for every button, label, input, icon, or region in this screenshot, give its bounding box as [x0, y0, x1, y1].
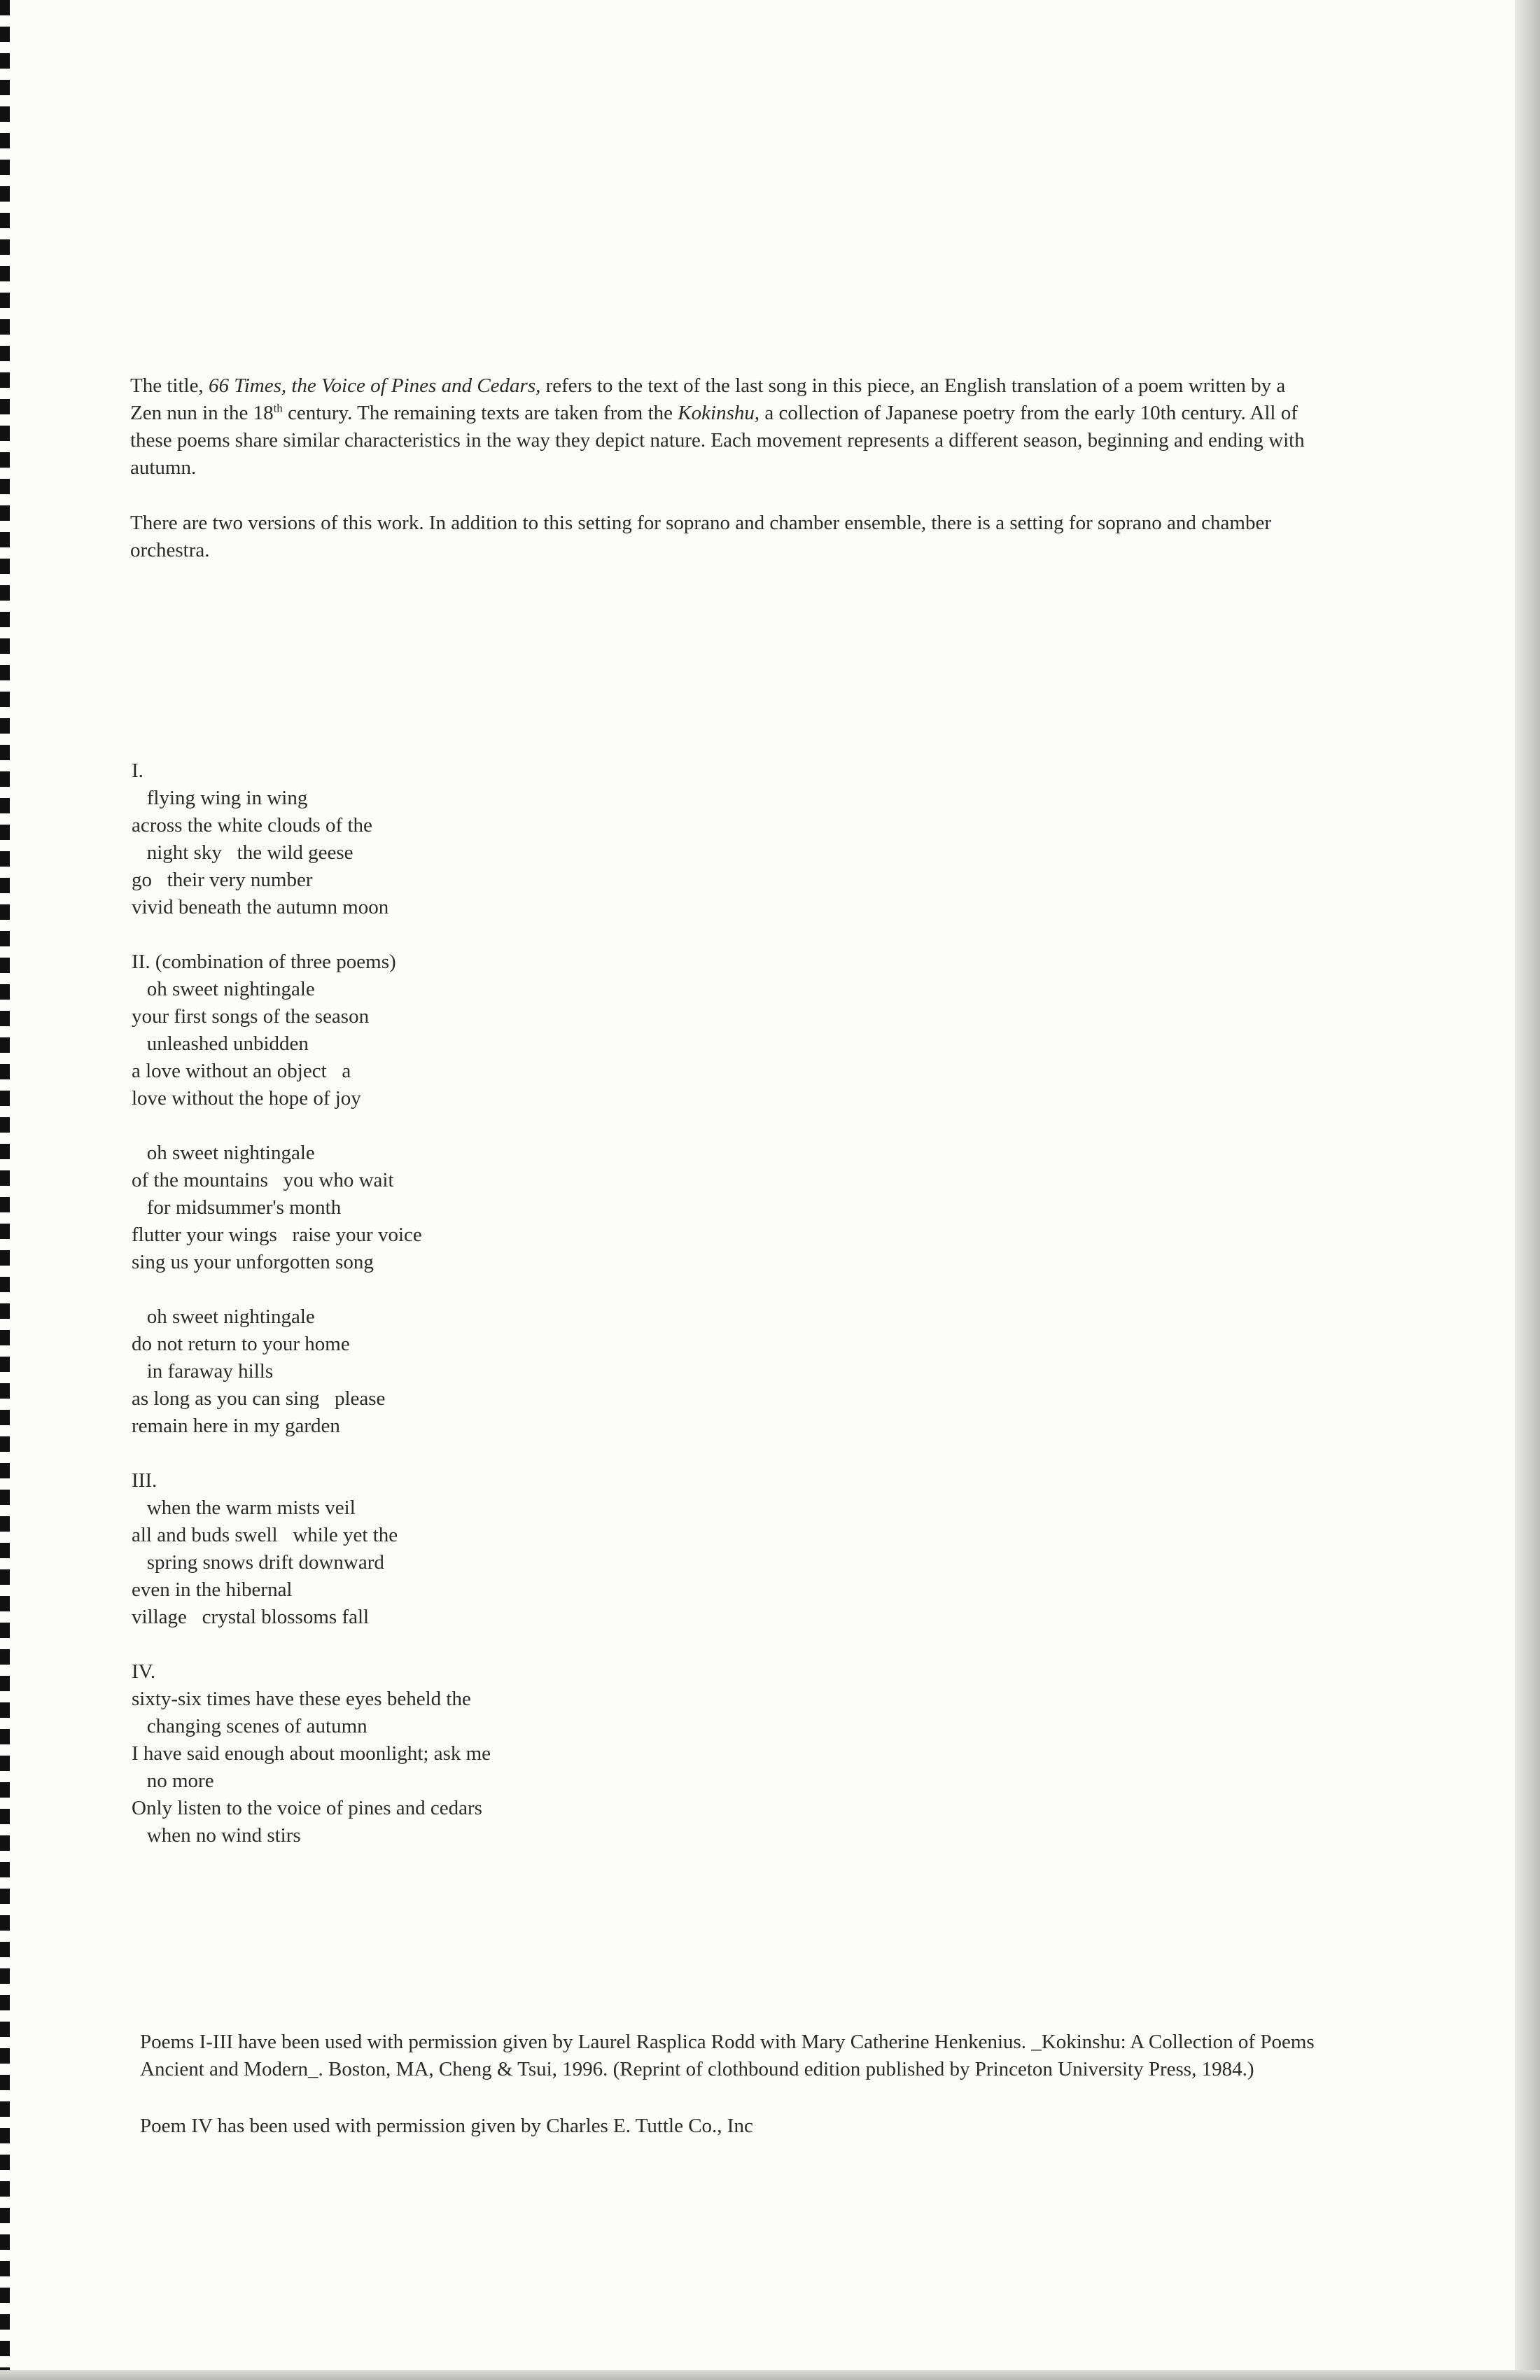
page-edge-shadow [1515, 0, 1540, 2380]
poem-line: remain here in my garden [132, 1415, 340, 1437]
poem-line: night sky the wild geese [132, 841, 354, 864]
permissions-credits [140, 2029, 1323, 2169]
poem-line: spring snows drift downward [132, 1551, 384, 1574]
program-note [130, 372, 1320, 592]
poem-line: when the warm mists veil [132, 1497, 356, 1519]
poem-line [132, 1276, 762, 1303]
program-note-paragraph-2: There are two versions of this work. In addition to this setting for soprano and chamber ensemble, there is a setting for soprano and chamber orchestra. [130, 512, 1271, 561]
poem-line: go their very number [132, 869, 313, 891]
poem-line: when no wind stirs [132, 1824, 301, 1847]
poem-line: oh sweet nightingale [132, 978, 315, 1000]
note-text: century. The remaining texts are taken from the [282, 402, 678, 424]
poem-line: all and buds swell while yet the [132, 1524, 398, 1546]
poem-line: village crystal blossoms fall [132, 1606, 370, 1628]
page-bottom-edge [0, 2370, 1540, 2380]
program-note-paragraph-1 [130, 372, 1320, 482]
poem-line: unleashed unbidden [132, 1032, 309, 1055]
poem-line: of the mountains you who wait [132, 1169, 394, 1191]
poem-3 [132, 1467, 762, 1631]
poem-2 [132, 948, 762, 1440]
poem-line: vivid beneath the autumn moon [132, 896, 389, 918]
poem-line [132, 1112, 762, 1140]
poem-line: a love without an object a [132, 1060, 351, 1082]
note-text: refers to the text of the last song in this piece, an English translation of a poem written by a Zen nun in the 18 [130, 374, 1286, 424]
poem-line: I. [132, 760, 144, 782]
poem-line: II. (combination of three poems) [132, 951, 396, 973]
poem-4 [132, 1658, 762, 1849]
poem-line: sixty-six times have these eyes beheld the [132, 1688, 471, 1710]
poem-line: as long as you can sing please [132, 1387, 386, 1410]
poem-line: flutter your wings raise your voice [132, 1224, 422, 1246]
ordinal-suffix: th [273, 401, 283, 415]
poem-line: changing scenes of autumn [132, 1715, 368, 1737]
work-title: 66 Times, the Voice of Pines and Cedars, [208, 374, 541, 397]
credit-poems-1-3: Poems I-III have been used with permission given by Laurel Rasplica Rodd with Mary Catherine Henkenius. _Kokinshu: A Collection of Poems Ancient and Modern_. Boston, MA, Cheng & Tsui, 1996. (Reprint of clothbound edition published by Princeton University Press, 1984.) [140, 2031, 1315, 2080]
poem-line: for midsummer's month [132, 1196, 342, 1219]
spiral-binding [0, 0, 10, 2380]
note-text: The title, [130, 374, 209, 397]
poem-line: love without the hope of joy [132, 1087, 361, 1110]
poem-1 [132, 757, 762, 921]
poem-texts [132, 757, 762, 1877]
poem-line: Only listen to the voice of pines and cedars [132, 1797, 482, 1819]
poem-line: flying wing in wing [132, 787, 308, 809]
poem-line: sing us your unforgotten song [132, 1251, 374, 1273]
poem-line: across the white clouds of the [132, 814, 372, 836]
poem-line: in faraway hills [132, 1360, 274, 1382]
poem-line: IV. [132, 1660, 156, 1683]
note-text: , a collection of Japanese poetry from the early 10th century. All of these poems share similar characteristics in the way they depict nature. Each movement represents a different season, beginning and ending with autumn. [130, 402, 1305, 479]
credit-poem-4: Poem IV has been used with permission given by Charles E. Tuttle Co., Inc [140, 2115, 753, 2137]
poem-line: oh sweet nightingale [132, 1142, 315, 1164]
source-title: Kokinshu [678, 402, 755, 424]
poem-line: do not return to your home [132, 1333, 350, 1355]
poem-line: no more [132, 1770, 214, 1792]
poem-line: I have said enough about moonlight; ask me [132, 1742, 491, 1765]
poem-line: III. [132, 1469, 158, 1492]
poem-line: your first songs of the season [132, 1005, 370, 1028]
poem-line: oh sweet nightingale [132, 1306, 315, 1328]
poem-line: even in the hibernal [132, 1578, 293, 1601]
